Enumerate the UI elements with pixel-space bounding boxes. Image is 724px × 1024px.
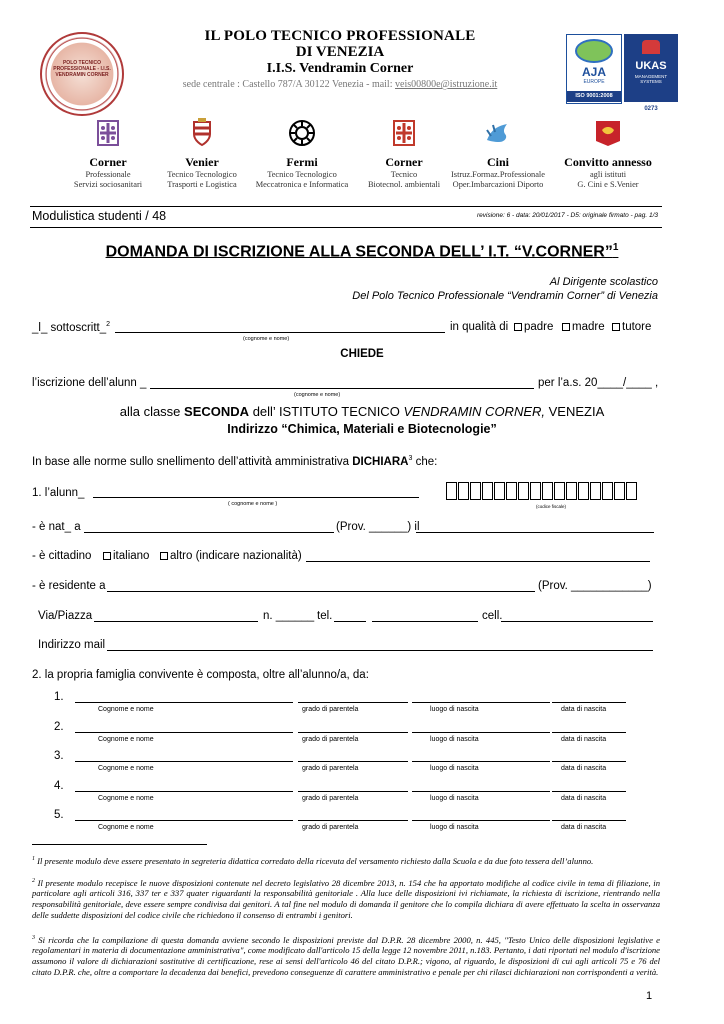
institute-name: Convitto annesso <box>564 155 652 169</box>
institute-sub1: Tecnico Tecnologico <box>167 170 237 179</box>
parent-name-field[interactable] <box>115 332 445 333</box>
prov-residenza-field[interactable]: (Prov. ____________) <box>538 580 652 592</box>
addressee-line-1: Al Dirigente scolastico <box>549 276 658 288</box>
institute-sub2: Meccatronica e Informatica <box>255 180 349 189</box>
email-link[interactable]: veis00800e@istruzione.it <box>395 79 498 90</box>
family-relation-field[interactable] <box>298 732 408 733</box>
chiede-heading: CHIEDE <box>340 348 384 360</box>
institute-cini <box>438 118 558 190</box>
cross-emblem-icon <box>387 118 421 148</box>
mail-label: Indirizzo mail <box>38 639 106 651</box>
family-col-name: Cognome e nome <box>98 765 154 772</box>
institute-sub1: agli istituti <box>589 170 627 179</box>
family-col-birthplace: luogo di nascita <box>430 706 479 713</box>
family-birthplace-field[interactable] <box>412 702 550 703</box>
institute-sub2: Biotecnol. ambientali <box>367 180 441 189</box>
page-title <box>30 242 694 261</box>
family-col-birthplace: luogo di nascita <box>430 794 479 802</box>
cert1-sub: EUROPE <box>583 79 605 85</box>
family-col-birthdate: data di nascita <box>561 735 607 743</box>
parent-name-hint: (cognome e nome) <box>243 336 290 342</box>
classe-line: alla classe SECONDA dell’ ISTITUTO TECNICO VENDRAMIN CORNER, VENEZIA <box>119 404 605 419</box>
cert2-sub: MANAGEMENT SYSTEMS <box>634 74 668 84</box>
prov-nascita-label: (Prov. ______) il <box>336 521 420 533</box>
tel-field[interactable] <box>372 621 478 622</box>
institute-convitto <box>548 118 668 190</box>
mail-field[interactable] <box>107 650 653 651</box>
tutore-checkbox[interactable] <box>612 323 620 331</box>
addressee-line-2: Del Polo Tecnico Professionale “Vendramin Corner” di Venezia <box>352 290 658 302</box>
institute-sub2: Trasporti e Logistica <box>167 180 237 189</box>
family-col-birthdate: data di nascita <box>561 706 607 713</box>
footnote-2: $^2$ Il presente modulo recepisce le nuove disposizioni contenute nel decreto legislativo 28 dicembre 2013, n. 154 che ha apportato modifiche al codice civile in tema di filiazione, in particolare agli articoli 316, 337 ter e 337 quater riguardanti la responsabilità genitoriale . Alla luce delle disposizioni ivi richiamate, la richiesta di iscrizione, rientrando nella responsabilità genitoriale, deve essere sempre condivisa dai genitori. A tal fine nel modulo di domanda il genitore che lo compila dichiara di avere effettuato la scelta in osservanza delle suddette disposizioni del codice civile che richiedono il consenso di entrambi i genitori. <box>32 877 660 920</box>
institute-sub1: Tecnico Tecnologico <box>267 170 337 179</box>
family-col-birthdate: data di nascita <box>561 794 607 802</box>
family-birthdate-field[interactable] <box>552 761 626 762</box>
cross-emblem-icon <box>91 118 125 148</box>
family-col-birthplace: luogo di nascita <box>430 735 479 743</box>
family-col-name: Cognome e nome <box>98 794 154 802</box>
lion-flag-icon <box>591 118 625 148</box>
footnote-3: $^3$ Si ricorda che la compilazione di questa domanda avviene secondo le disposizioni previste dal D.P.R. 28 dicembre 2000, n. 445, "Testo Unico delle disposizioni legislative e regolamentari in materia di documentazione amministrativa", come modificato dall'articolo 15 della legge 12 novembre 2011, n.183. Pertanto, i dati riportati nel modulo d'iscrizione assumono il valore di dichiarazioni sostitutive di certificazione, rese ai sensi dell'articolo 46 del citato D.P.R.; vigono, al riguardo, le disposizioni di cui agli articoli 75 e 76 del citato D.P.R. che, oltre a comportare la decadenza dai benefici, prevedono conseguenze di carattere amministrativo e penale per chi rilasci dichiarazioni non corrispondenti a verità. <box>32 934 660 977</box>
anno-scolastico-field[interactable]: per l’a.s. 20____/____ , <box>538 377 659 389</box>
header-line-3: I.I.S. Vendramin Corner <box>266 61 414 76</box>
family-row-number: 2. <box>54 720 64 733</box>
cell-label: cell. <box>482 610 503 622</box>
family-col-birthdate: data di nascita <box>561 824 607 831</box>
family-col-relation: grado di parentela <box>302 735 359 743</box>
family-birthplace-field[interactable] <box>412 791 550 792</box>
alunno-name-field[interactable] <box>93 497 419 498</box>
cert1-text: AJA <box>581 65 606 79</box>
via-field[interactable] <box>94 621 258 622</box>
family-col-relation: grado di parentela <box>302 706 359 713</box>
family-name-field[interactable] <box>75 702 293 703</box>
family-col-name: Cognome e nome <box>98 735 154 743</box>
famiglia-label: 2. la propria famiglia convivente è composta, oltre all’alunno/a, da: <box>32 669 369 681</box>
institute-name: Corner <box>385 155 423 169</box>
family-relation-field[interactable] <box>298 820 408 821</box>
codice-fiscale-field[interactable] <box>446 482 638 505</box>
institute-name: Corner <box>89 155 127 169</box>
school-round-logo <box>40 32 124 116</box>
family-name-field[interactable] <box>75 820 293 821</box>
institute-sub2: Servizi sociosanitari <box>73 180 143 189</box>
alunno-label: 1. l’alunn_ <box>32 487 85 499</box>
cert1-iso: ISO 9001:2008 <box>567 91 621 102</box>
qualita-label: in qualità di <box>450 321 509 333</box>
family-col-birthplace: luogo di nascita <box>430 824 479 831</box>
institute-sub1: Istruz.Formaz.Professionale <box>451 170 545 179</box>
madre-checkbox[interactable] <box>562 323 570 331</box>
cert2-num: 0273 <box>644 106 658 112</box>
title-text: DOMANDA DI ISCRIZIONE ALLA SECONDA DELL’ I.T. “V.CORNER” <box>105 243 613 261</box>
header-address <box>140 79 540 90</box>
family-row-number: 1. <box>54 691 64 703</box>
institute-name: Cini <box>486 155 509 169</box>
family-name-field[interactable] <box>75 791 293 792</box>
crown-icon <box>642 40 660 54</box>
family-birthdate-field[interactable] <box>552 702 626 703</box>
form-code-label: Modulistica studenti / 48 <box>32 209 167 223</box>
tel-prefix-field[interactable] <box>334 621 366 622</box>
institute-sub2: G. Cini e S.Venier <box>577 180 639 189</box>
gear-icon <box>285 118 319 148</box>
alunno-name-hint: ( cognome e nome ) <box>228 501 278 507</box>
family-col-name: Cognome e nome <box>98 706 154 713</box>
iscrizione-label: l’iscrizione dell’alunn _ <box>32 377 147 389</box>
cert2-text: UKAS <box>635 60 667 72</box>
nazionalita-field[interactable] <box>306 561 650 562</box>
residente-label: - è residente a <box>32 580 106 592</box>
family-col-relation: grado di parentela <box>302 824 359 831</box>
data-nascita-field[interactable] <box>416 532 654 533</box>
luogo-nascita-field[interactable] <box>84 532 334 533</box>
family-birthplace-field[interactable] <box>412 732 550 733</box>
footnote-1: $^1$ Il presente modulo deve essere presentato in segreteria didattica corredato della ricevuta del versamento richiesto dalla Scuola e da due foto tessera dell’alunno. <box>32 855 594 866</box>
padre-checkbox[interactable] <box>514 323 522 331</box>
institute-sub2: Oper.Imbarcazioni Diporto <box>452 180 544 189</box>
codice-fiscale-hint: (codice fiscale) <box>536 504 567 509</box>
madre-option[interactable]: madre <box>562 321 605 333</box>
tel-label: tel. <box>317 610 333 622</box>
padre-option[interactable]: padre <box>514 321 553 333</box>
tutore-option[interactable]: tutore <box>612 321 651 333</box>
address-text: sede centrale : Castello 787/A 30122 Venezia - mail: <box>182 79 395 90</box>
family-col-relation: grado di parentela <box>302 765 359 772</box>
family-col-birthplace: luogo di nascita <box>430 765 479 772</box>
form-code-box <box>30 206 662 228</box>
indirizzo-line: Indirizzo “Chimica, Materiali e Biotecnologie” <box>227 422 497 436</box>
cell-field[interactable] <box>501 621 653 622</box>
family-row-number: 3. <box>54 750 64 762</box>
cittadino-label: - è cittadino <box>32 550 92 562</box>
form-revision: revisione: 6 - data: 20/01/2017 - D5: originale firmato - pag. 1/3 <box>476 212 658 219</box>
italiano-checkbox[interactable] <box>103 552 111 560</box>
aja-cert-logo <box>566 34 622 104</box>
globe-icon <box>575 39 613 63</box>
via-label: Via/Piazza <box>38 610 93 622</box>
institute-sub1: Professionale <box>85 170 131 179</box>
student-name-hint: (cognome e nome) <box>294 392 341 398</box>
family-relation-field[interactable] <box>298 761 408 762</box>
student-name-field[interactable] <box>150 388 534 389</box>
footnote-rule <box>32 844 207 845</box>
header-line-1: IL POLO TECNICO PROFESSIONALE <box>204 28 476 44</box>
dragon-icon <box>481 118 515 148</box>
italiano-option[interactable]: italiano <box>103 550 149 562</box>
institute-name: Venier <box>185 155 219 169</box>
nato-label: - è nat_ a <box>32 521 81 533</box>
ukas-cert-logo <box>624 34 678 112</box>
crest-icon <box>185 118 219 148</box>
family-name-field[interactable] <box>75 732 293 733</box>
family-birthplace-field[interactable] <box>412 761 550 762</box>
family-row-number: 5. <box>54 809 64 821</box>
family-birthdate-field[interactable] <box>552 732 626 733</box>
family-relation-field[interactable] <box>298 791 408 792</box>
altro-checkbox[interactable] <box>160 552 168 560</box>
family-name-field[interactable] <box>75 761 293 762</box>
family-col-birthdate: data di nascita <box>561 765 607 772</box>
family-birthplace-field[interactable] <box>412 820 550 821</box>
sottoscritto-label: _l_ sottoscritt_$^2$ <box>32 321 111 334</box>
family-row-number: 4. <box>54 779 64 792</box>
numero-field[interactable]: n. ______ <box>263 610 315 622</box>
title-footnote-ref: 1 <box>612 242 619 253</box>
family-col-relation: grado di parentela <box>302 794 359 802</box>
header-line-2: DI VENEZIA <box>295 44 385 60</box>
family-birthdate-field[interactable] <box>552 820 626 821</box>
family-birthdate-field[interactable] <box>552 791 626 792</box>
family-col-name: Cognome e nome <box>98 824 154 831</box>
altro-option[interactable]: altro (indicare nazionalità) <box>160 550 302 562</box>
page-number: 1 <box>646 990 653 1002</box>
round-logo-text: POLO TECNICO PROFESSIONALE - I.I.S. VENDRAMIN CORNER <box>53 60 111 78</box>
family-relation-field[interactable] <box>298 702 408 703</box>
residenza-field[interactable] <box>107 591 535 592</box>
institute-name: Fermi <box>286 155 318 169</box>
dichiara-line: In base alle norme sullo snellimento dell’attività amministrativa DICHIARA$^3$ che: <box>32 455 438 468</box>
institute-sub1: Tecnico <box>390 170 418 179</box>
